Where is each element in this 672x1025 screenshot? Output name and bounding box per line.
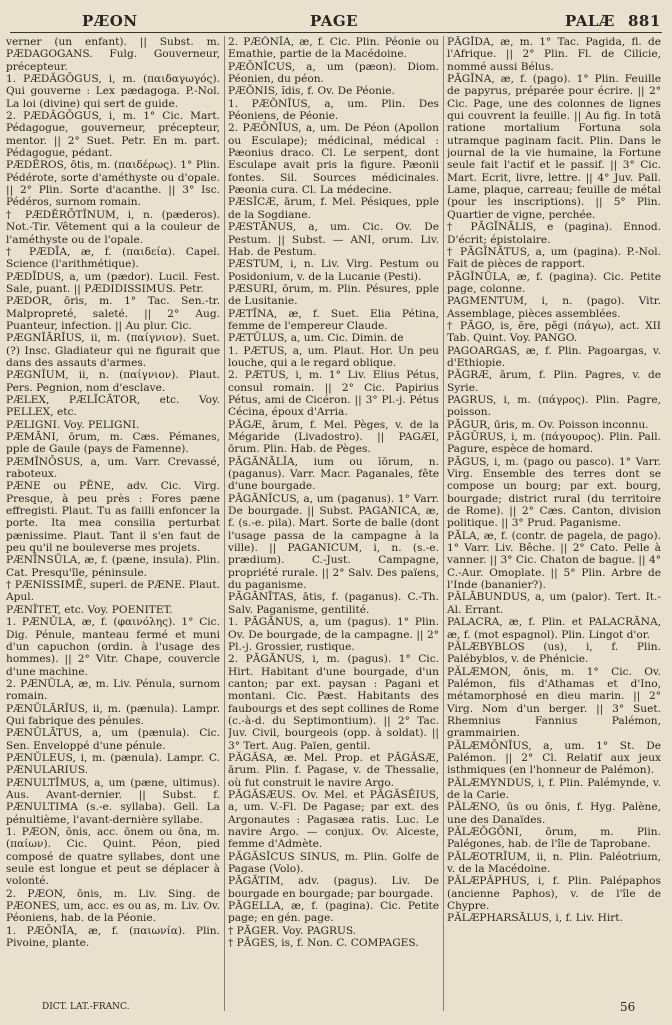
column-1 bbox=[6, 36, 220, 1011]
dictionary-entry: 2. PÆŌNĬUS, a, um. De Péon (Apollon ou Esculape); médicinal, médical : Pæonius draco. Cl. Le serpent, dont Esculape avait pris la figure. Pæonii fontes. Sil. Sources médicinales. Pæonia cura. Cl. La médecine. bbox=[228, 122, 439, 197]
dictionary-entry: PĀGELLA, æ, f. (pagina). Cic. Petite page; en gén. page. bbox=[228, 900, 439, 925]
dictionary-entry: PÆDĪDUS, a, um (pædor). Lucil. Fest. Sale, puant. || PÆDIDISSIMUS. Petr. bbox=[6, 270, 220, 295]
dictionary-entry: † PÆNISSIMĒ, superl. de PÆNE. Plaut. Apul. bbox=[6, 579, 220, 604]
page-header bbox=[10, 8, 662, 32]
column-divider bbox=[224, 36, 225, 1011]
dictionary-entry: PĂLÆMYNDUS, i, f. Plin. Palémynde, v. de la Carie. bbox=[447, 776, 661, 801]
dictionary-entry: † PĀGES, is, f. Non. C. COMPAGES. bbox=[228, 937, 419, 950]
dictionary-entry: 2. PÆŎNĬA, æ, f. Cic. Plin. Péonie ou Emathie, partie de la Macédoine. bbox=[228, 36, 439, 61]
dictionary-entry: PĀGĀTIM, adv. (pagus). Liv. De bourgade en bourgade; par bourgade. bbox=[228, 875, 439, 900]
dictionary-entry: PĂLÆŎGŎNI, ōrum, m. Plin. Palégones, hab. de l'île de Taprobane. bbox=[447, 826, 661, 851]
dictionary-entry: 2. PÆNŬLA, æ, m. Liv. Pénula, surnom romain. bbox=[6, 677, 220, 703]
page-number: 881 bbox=[628, 12, 661, 30]
dictionary-entry: † PĀGO, is, ĕre, pĕgi (πάγω), act. XII Tab. Quint. Voy. PANGO. bbox=[447, 319, 661, 345]
dictionary-entry: PĀGĬDA, æ, m. 1° Tac. Pagida, fl. de l'Afrique. || 2° Plin. Fl. de Cilicie, nommé aussi Bélus. bbox=[447, 36, 661, 73]
dictionary-entry: PĂGÆ, ārum, f. Mel. Pèges, v. de la Mégaride (Livadostro). || PAGÆI, ōrum. Plin. Hab. de Pèges. bbox=[228, 418, 439, 456]
dictionary-entry: PÆTŬLUS, a, um. Cic. Dimin. de bbox=[228, 332, 404, 345]
dictionary-entry: PĂGĂSA, æ. Mel. Prop. et PĂGĂSÆ, ārum. Plin. f. Pagase, v. de Thessalie, où fut construit le navire Argo. bbox=[228, 751, 439, 789]
dictionary-entry: 2. PÆTUS, i, m. 1° Liv. Elius Pétus, consul romain. || 2° Cic. Papirius Pétus, ami de Cicéron. || 3° Pl.-j. Pétus Cécina, époux d'Arria. bbox=[228, 369, 439, 419]
dictionary-entry: PALACRA, æ, f. Plin. et PALACRĀNA, æ, f. (mot espagnol). Plin. Lingot d'or. bbox=[447, 616, 661, 641]
dictionary-entry: PĀGUS, i, m. (pago ou pasco). 1° Varr. Virg. Ensemble des terres dont se compose un bourg; par ext. bourg, bourgade; district rural (du territoire de Rome). || 2° Cæs. Canton, division politique. || 3° Prud. Paganisme. bbox=[447, 455, 661, 530]
dictionary-entry: PĂLÆMŌNĬUS, a, um. 1° St. De Palémon. || 2° Cl. Relatif aux jeux isthmiques (en l'honneur de Palémon). bbox=[447, 739, 661, 777]
dictionary-entry: PĀGĬNŬLA, æ, f. (pagina). Cic. Petite page, colonne. bbox=[447, 270, 661, 295]
running-head-right: PALÆ bbox=[565, 12, 615, 30]
dictionary-entry: PÆSURI, ōrum, m. Plin. Pésures, pple de Lusitanie. bbox=[228, 282, 439, 308]
signature-mark: 56 bbox=[620, 1000, 636, 1014]
dictionary-entry: PĂLÆMON, ōnis, m. 1° Cic. Ov. Palémon, fils d'Athamas et d'Ino, métamorphosé en dieu marin. || 2° Virg. Nom d'un berger. || 3° Suet. Rhemnius Fannius Palémon, grammairien. bbox=[447, 665, 661, 740]
column-divider bbox=[443, 36, 444, 1011]
dictionary-entry: PÆNE ou PĒNE, adv. Cic. Virg. Presque, à peu près : Fores pæne effregisti. Plaut. Tu as failli enfoncer la porte. Ita mea consilia perturbat pænissime. Plaut. Tant il s'en faut de peu qu'il ne bouleverse mes projets. bbox=[6, 480, 220, 555]
dictionary-entry: PĀLA, æ, f. (contr. de pagela, de pago). 1° Varr. Liv. Bêche. || 2° Cato. Pelle à vanner. || 3° Cic. Chaton de bague. || 4° C.-Aur. Omoplate. || 5° Plin. Arbre de l'Inde (bananier?). bbox=[447, 529, 661, 592]
column-2 bbox=[228, 36, 439, 1011]
dictionary-entry: PÆNĪNSŬLA, æ, f. (pæne, insula). Plin. Cat. Presqu'île, péninsule. bbox=[6, 554, 220, 579]
dictionary-entry: PĀGĀNĬTAS, ātis, f. (paganus). C.-Th. Salv. Paganisme, gentilité. bbox=[228, 591, 439, 616]
dictionary-entry: 1. PÆTUS, a, um. Plaut. Hor. Un peu louche, qui a le regard oblique. bbox=[228, 344, 439, 369]
dictionary-entry: PÆŌNĬCUS, a, um (pæon). Diom. Péonien, du péon. bbox=[228, 60, 439, 86]
dictionary-entry: PĀGŪRUS, i, m. (πάγουρος). Plin. Pall. Pagure, espèce de homard. bbox=[447, 431, 661, 456]
dictionary-entry: PÆŎNIS, ĭdis, f. Ov. De Péonie. bbox=[228, 85, 395, 98]
dictionary-entry: PÆNĬTET, etc. Voy. POENITET. bbox=[6, 603, 173, 616]
dictionary-entry: PĂGĂSÆUS. Ov. Mel. et PĂGĂSĒIUS, a, um. V.-Fl. De Pagase; par ext. des Argonautes : Pagasæa ratis. Luc. Le navire Argo. — conjux. Ov. Alceste, femme d'Admète. bbox=[228, 788, 439, 851]
running-head-center: PAGE bbox=[310, 12, 359, 30]
dictionary-entry: 1. PÆDĂGŌGUS, i, m. (παιδαγωγός). Qui gouverne : Lex pædagoga. P.-Nol. La loi (divine) qui sert de guide. bbox=[6, 73, 220, 110]
dictionary-entry: † PĀGĬNĀLIS, e (pagina). Ennod. D'écrit; épistolaire. bbox=[447, 221, 661, 246]
header-rule bbox=[10, 32, 662, 33]
dictionary-entry: PÆDOR, ōris, m. 1° Tac. Sen.-tr. Malpropreté, saleté. || 2° Aug. Puanteur, infection. || Au plur. Cic. bbox=[6, 295, 220, 332]
dictionary-entry: PĂGĂSĬCUS SINUS, m. Plin. Golfe de Pagase (Volo). bbox=[228, 850, 439, 876]
dictionary-entry: 2. PĀGĀNUS, i, m. (pagus). 1° Cic. Hirt. Habitant d'une bourgade, d'un canton; par ext. paysan : Pagani et montani. Cic. Pæst. Habitants des faubourgs et des sept collines de Rome (c.-à-d. du Septimontium). || 2° Tac. Juv. Civil, bourgeois (opp. à soldat). || 3° Tert. Aug. Païen, gentil. bbox=[228, 653, 439, 752]
dictionary-entry: PÆNŬLĀTUS, a, um (pænula). Cic. Sen. Enveloppé d'une pénule. bbox=[6, 727, 220, 752]
dictionary-entry: PÆSTĀNUS, a, um. Cic. Ov. De Pestum. || Subst. — ANI, orum. Liv. Hab. de Pestum. bbox=[228, 221, 439, 258]
dictionary-entry: PÆNŬLEUS, i, m. (pænula). Lampr. C. PÆNULARIUS. bbox=[6, 751, 220, 777]
dictionary-entry: † PĀGĬNĀTUS, a, um (pagina). P.-Nol. Fait de pièces de rapport. bbox=[447, 245, 661, 271]
dictionary-entry: PAGOARGAS, æ, f. Plin. Pagoargas, v. d'Ethiopie. bbox=[447, 344, 661, 369]
column-3 bbox=[447, 36, 661, 1011]
dictionary-entry: PÆDĔROS, ōtis, m. (παιδέρως). 1° Plin. Pédérote, sorte d'améthyste ou d'opale. || 2° Plin. Sorte d'acanthe. || 3° Isc. Pédéros, surnom romain. bbox=[6, 159, 220, 209]
dictionary-entry: PÆGNĬĀRĬUS, ii, m. (παίγνιον). Suet. (?) Insc. Gladiateur qui ne figurait que dans des assauts d'armes. bbox=[6, 332, 220, 369]
dictionary-entry: PĂLÆBYBLOS (us), i, f. Plin. Palébyblos, v. de Phénicie. bbox=[447, 640, 661, 666]
dictionary-entry: 2. PÆON, ōnis, m. Liv. Sing. de PÆONES, um, acc. es ou as, m. Liv. Ov. Péoniens, hab. de la Péonie. bbox=[6, 887, 220, 925]
dictionary-entry: 1. PĀGĀNUS, a, um (pagus). 1° Plin. Ov. De bourgade, de la campagne. || 2° Pl.-j. Grossier, rustique. bbox=[228, 616, 439, 653]
dictionary-entry: 1. PÆNŬLA, æ, f. (φαινόλης). 1° Cic. Dig. Pénule, manteau fermé et muni d'un capuchon (ordin. à l'usage des hommes). || 2° Vitr. Chape, couvercle d'une machine. bbox=[6, 616, 220, 678]
dictionary-entry: PÆNULTĬMUS, a, um (pæne, ultimus). Aus. Avant-dernier. || Subst. f. PÆNULTIMA (s.-e. syllaba). Gell. La pénultième, l'avant-dernière syllabe. bbox=[6, 776, 220, 826]
dictionary-entry: PÆMĀNI, ōrum, m. Cæs. Pémanes, pple de Gaule (pays de Famenne). bbox=[6, 431, 220, 456]
dictionary-entry: PĀGUR, ūris, m. Ov. Poisson inconnu. bbox=[447, 418, 649, 431]
dictionary-entry: † PÆDĪA, æ, f. (παιδεία). Capel. Science (l'arithmétique). bbox=[6, 245, 220, 271]
dictionary-entry: verner (un enfant). || Subst. m. PÆDAGOGANS. Fulg. Gouverneur, précepteur. bbox=[6, 36, 220, 73]
dictionary-entry: PÆNŬLĀRĬUS, ii, m. (pænula). Lampr. Qui fabrique des pénules. bbox=[6, 702, 220, 727]
dictionary-entry: PĂLÆOTRĬUM, ii, n. Plin. Paléotrium, v. de la Macédoine. bbox=[447, 850, 661, 876]
dictionary-entry: PĂLÆPHARSĀLUS, i, f. Liv. Hirt. bbox=[447, 912, 623, 925]
dictionary-entry: PÆLEX, PÆLĬCĀTOR, etc. Voy. PELLEX, etc. bbox=[6, 393, 220, 419]
dictionary-entry: PAGMENTUM, i, n. (pago). Vitr. Assemblage, pièces assemblées. bbox=[447, 295, 661, 320]
footer-imprint: DICT. LAT.-FRANC. bbox=[42, 1002, 130, 1012]
dictionary-entry: PÆGNĬUM, ii, n. (παίγνιον). Plaut. Pers. Pegnion, nom d'esclave. bbox=[6, 369, 220, 394]
dictionary-entry: PÆSĬCÆ, ārum, f. Mel. Pésiques, pple de la Sogdiane. bbox=[228, 196, 439, 221]
dictionary-entry: PÆLIGNI. Voy. PELIGNI. bbox=[6, 418, 140, 431]
dictionary-entry: PĀGĬNA, æ, f. (pago). 1° Plin. Feuille de papyrus, préparée pour écrire. || 2° Cic. Page, une des colonnes de lignes qui couvrent la feuille. || Au fig. In totā ratione mortalium Fortuna sola utramque paginam facit. Plin. Dans le journal de la vie humaine, la Fortune seule fait l'actif et le passif. || 3° Cic. Mart. Ecrit, livre, lettre. || 4° Juv. Pall. Lame, plaque, carreau; feuille de métal (pour les inscriptions). || 5° Plin. Quartier de vigne, perchée. bbox=[447, 73, 661, 221]
dictionary-entry: PAGRUS, i, m. (πάγρος). Plin. Pagre, poisson. bbox=[447, 393, 661, 419]
dictionary-entry: PÆSTUM, i, n. Liv. Virg. Pestum ou Posidonium, v. de la Lucanie (Pesti). bbox=[228, 258, 439, 283]
dictionary-entry: PĂLÆPĂPHUS, i, f. Plin. Palépaphos (ancienne Paphos), v. de l'île de Chypre. bbox=[447, 875, 661, 913]
dictionary-entry: PĂLÆNO, ūs ou ōnis, f. Hyg. Palène, une des Danaïdes. bbox=[447, 801, 661, 826]
dictionary-entry: PÆMĬNŌSUS, a, um. Varr. Crevassé, raboteux. bbox=[6, 455, 220, 481]
dictionary-entry: PÆTĪNA, æ, f. Suet. Elia Pétina, femme de l'empereur Claude. bbox=[228, 307, 439, 332]
running-head-left: PÆON bbox=[82, 12, 138, 30]
dictionary-entry: PĀGĀNĬCUS, a, um (paganus). 1° Varr. De bourgade. || Subst. PAGANICA, æ, f. (s.-e. pila). Mart. Sorte de balle (dont l'usage passa de la campagne à la ville). || PAGANICUM, i, n. (s.-e. prædium). C.-Just. Campagne, propriété rurale. || 2° Salv. Des païens, du paganisme. bbox=[228, 492, 439, 592]
dictionary-entry: PĂLĀBUNDUS, a, um (palor). Tert. It.-Al. Errant. bbox=[447, 591, 661, 616]
dictionary-entry: PĂGRÆ, ārum, f. Plin. Pagres, v. de Syrie. bbox=[447, 369, 661, 394]
dictionary-entry: 1. PÆON, ōnis, acc. ōnem ou ōna, m. (παίων). Cic. Quint. Péon, pied composé de quatre syllabes, dont une seule est longue et peut se déplacer à volonté. bbox=[6, 826, 220, 888]
dictionary-entry: 1. PÆŌNĬA, æ, f. (παιωνία). Plin. Pivoine, plante. bbox=[6, 924, 220, 950]
dictionary-entry: PĀGĀNĀLĬA, ium ou ĭōrum, n. (paganus). Varr. Macr. Paganales, fête d'une bourgade. bbox=[228, 455, 439, 493]
dictionary-entry: † PÆDĔRŌTĬNUM, i, n. (pæderos). Not.-Tir. Vêtement qui a la couleur de l'améthyste ou de l'opale. bbox=[6, 208, 220, 246]
dictionary-entry: 1. PÆŎNĬUS, a, um. Plin. Des Péoniens, de Péonie. bbox=[228, 97, 439, 123]
dictionary-entry: † PĀGER. Voy. PAGRUS. bbox=[228, 924, 357, 937]
dictionary-entry: 2. PÆDĂGŌGUS, i, m. 1° Cic. Mart. Pédagogue, gouverneur, précepteur, mentor. || 2° Suet. Petr. En m. part. Pédagogue, pédant. bbox=[6, 110, 220, 160]
